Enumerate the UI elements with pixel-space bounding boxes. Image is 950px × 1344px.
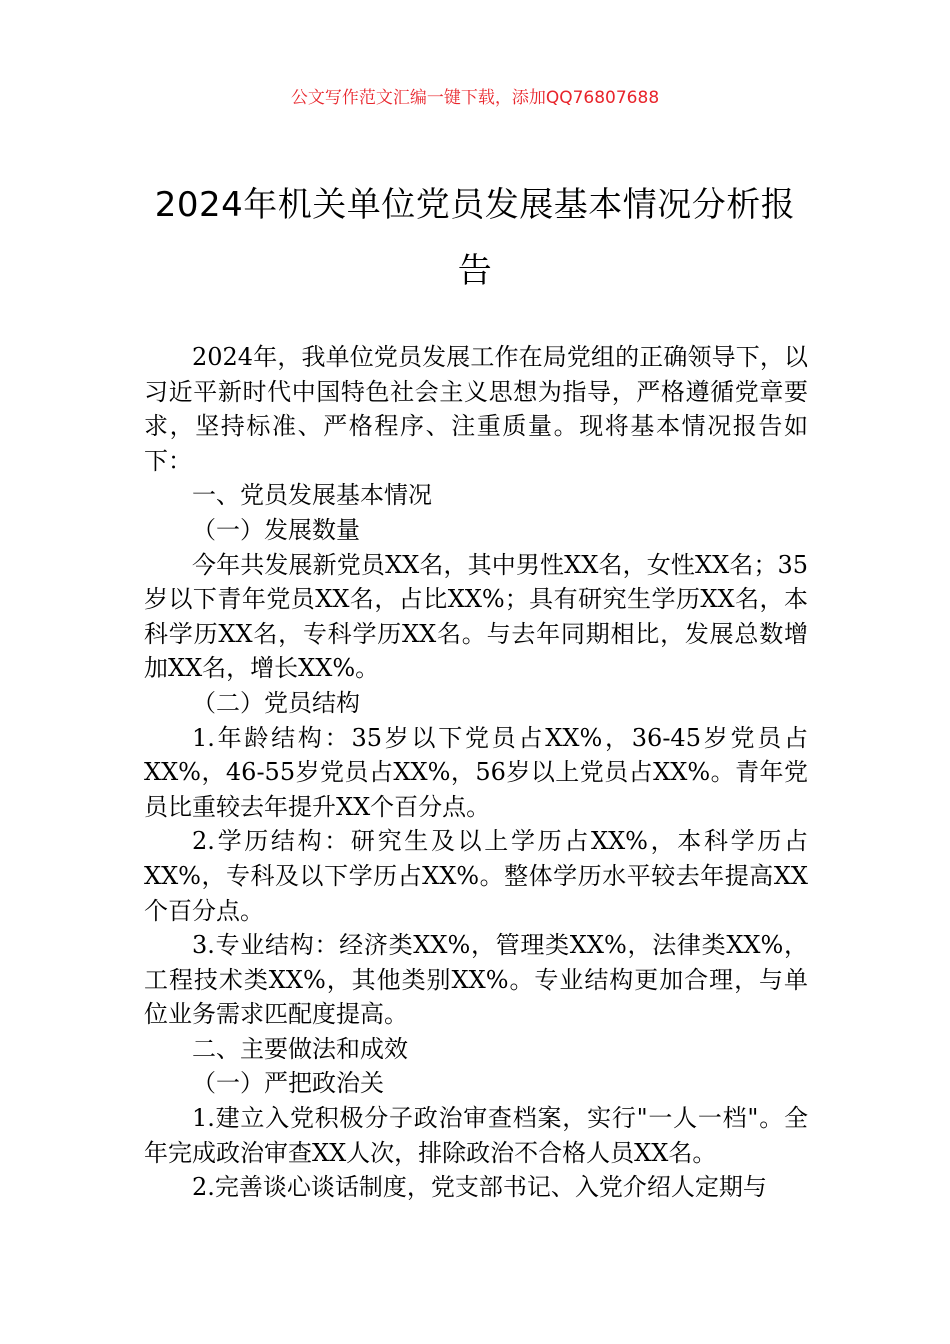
body-paragraph: 1.建立入党积极分子政治审查档案，实行"一人一档"。全年完成政治审查XX人次，排除政治不合格人员XX名。 xyxy=(144,1104,808,1167)
body-paragraph: 2.完善谈心谈话制度，党支部书记、入党介绍人定期与 xyxy=(192,1173,767,1202)
section-heading: 一、党员发展基本情况 xyxy=(192,481,432,510)
document-title: 2024年机关单位党员发展基本情况分析报告 xyxy=(154,185,796,291)
body-paragraph: 1.年龄结构：35岁以下党员占XX%，36-45岁党员占XX%，46-55岁党员占XX%，56岁以上党员占XX%。青年党员比重较去年提升XX个百分点。 xyxy=(144,723,808,821)
download-banner[interactable]: 公文写作范文汇编一键下载，添加QQ76807688 xyxy=(290,88,660,108)
body-paragraph: 今年共发展新党员XX名，其中男性XX名，女性XX名；35岁以下青年党员XX名，占比XX%；具有研究生学历XX名，本科学历XX名，专科学历XX名。与去年同期相比，发展总数增加XX名，增长XX%。 xyxy=(144,550,808,683)
body-paragraph: 3.专业结构：经济类XX%，管理类XX%，法律类XX%，工程技术类XX%，其他类别XX%。专业结构更加合理，与单位业务需求匹配度提高。 xyxy=(144,931,808,1029)
body-paragraph: 2.学历结构：研究生及以上学历占XX%，本科学历占XX%，专科及以下学历占XX%。整体学历水平较去年提高XX个百分点。 xyxy=(144,827,808,925)
section-heading: 二、主要做法和成效 xyxy=(192,1034,408,1063)
document-body xyxy=(144,340,808,1205)
intro-paragraph: 2024年，我单位党员发展工作在局党组的正确领导下，以习近平新时代中国特色社会主义思想为指导，严格遵循党章要求，坚持标准、严格程序、注重质量。现将基本情况报告如下： xyxy=(144,343,808,475)
subsection-heading: （一）严把政治关 xyxy=(192,1069,384,1098)
subsection-heading: （一）发展数量 xyxy=(192,515,360,544)
subsection-heading: （二）党员结构 xyxy=(192,688,360,717)
